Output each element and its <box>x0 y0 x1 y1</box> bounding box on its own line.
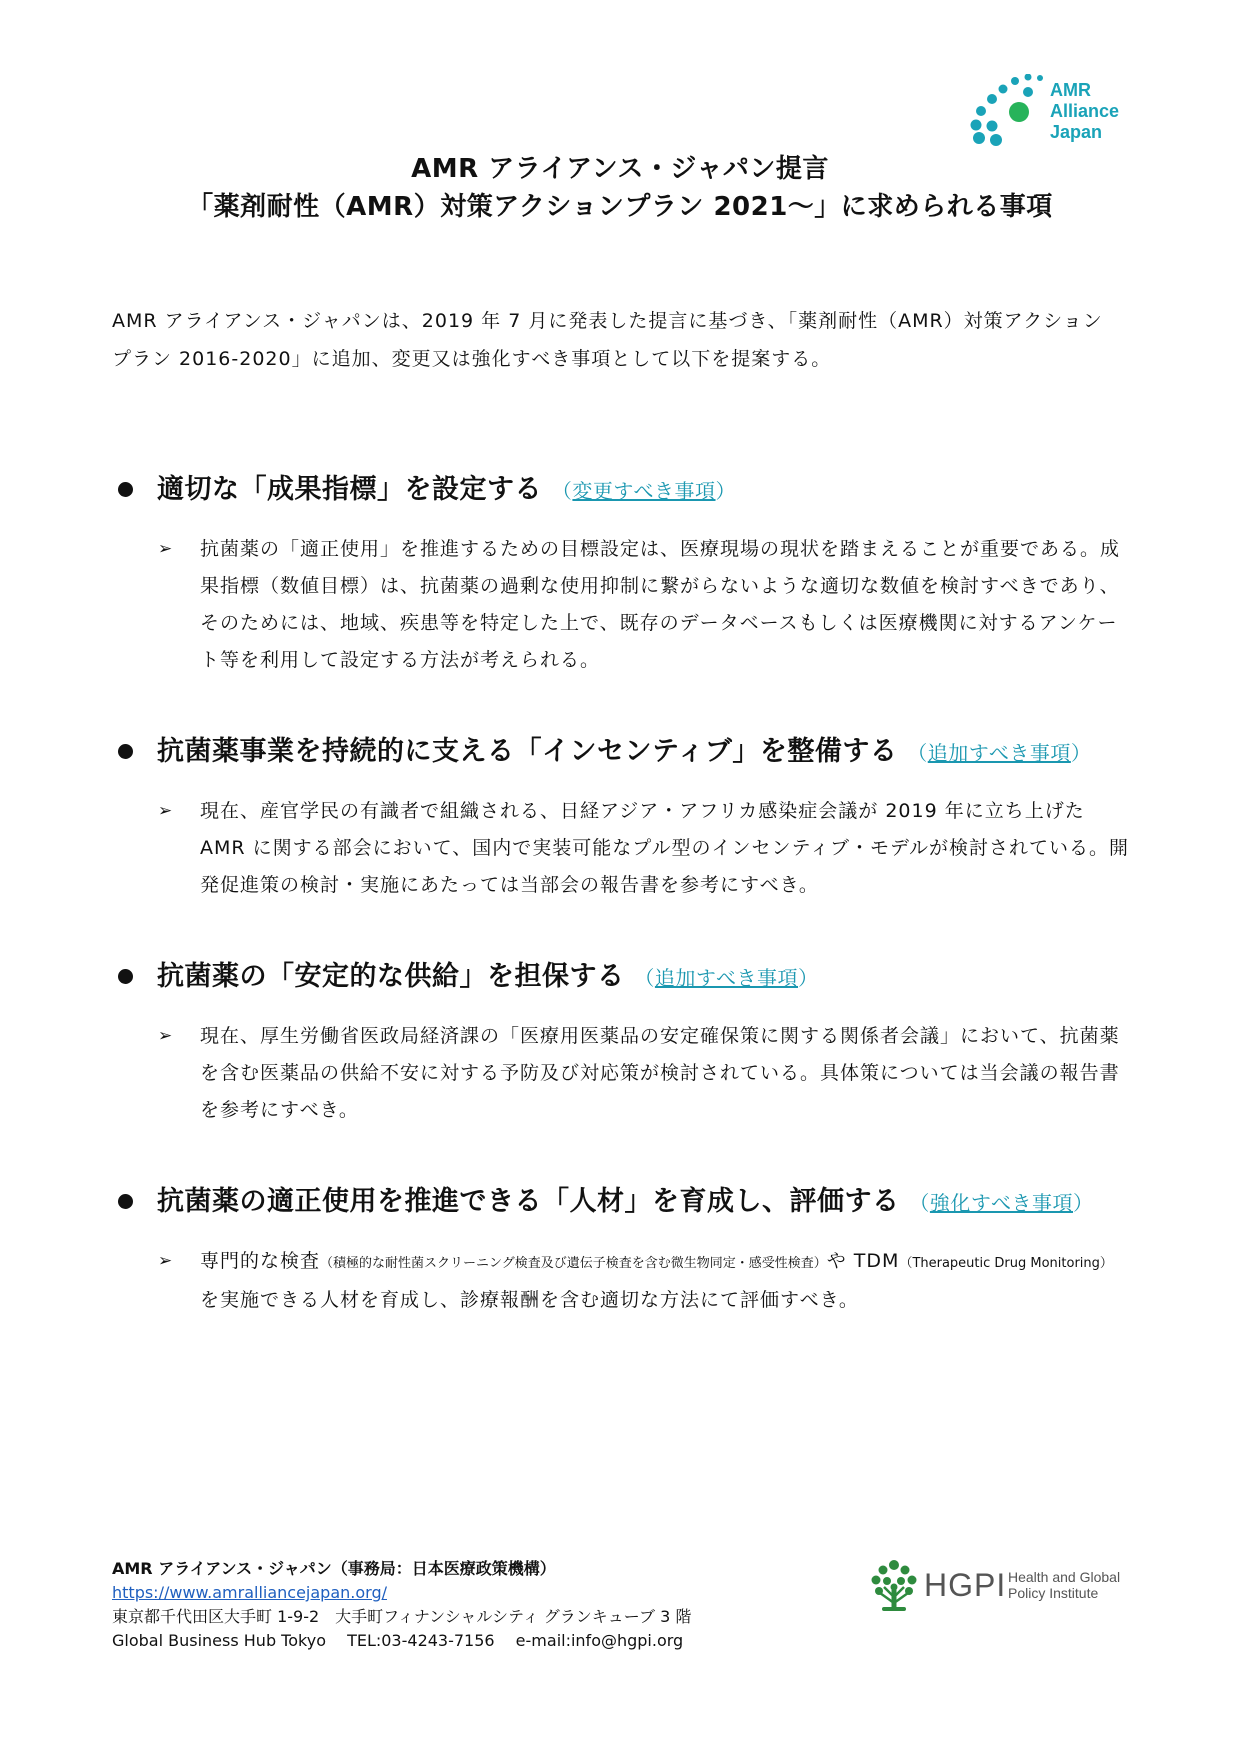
tag-close-paren: ） <box>715 479 737 503</box>
section-body: 抗菌薬の「適正使用」を推進するための目標設定は、医療現場の現状を踏まえることが重要である。成果指標（数値目標）は、抗菌薬の過剰な使用抑制に繋がらないような適切な数値を検討すべきであり、そのためには、地域、疾患等を特定した上で、既存のデータベースもしくは医療機関に対するアンケート等を利用して設定する方法が考えられる。 <box>200 538 1121 671</box>
hgpi-name-line2: Policy Institute <box>1008 1585 1099 1601</box>
section-tag <box>552 479 736 503</box>
bullet-dot-icon <box>118 744 133 759</box>
section-heading <box>112 955 1132 1000</box>
section-stable-supply <box>112 955 1132 1129</box>
footer-address: 東京都千代田区大手町 1-9-2 大手町フィナンシャルシティ グランキューブ 3 階 <box>112 1607 692 1626</box>
section-heading-text: 抗菌薬事業を持続的に支える「インセンティブ」を整備する <box>157 736 898 767</box>
footer <box>112 1557 832 1653</box>
tag-close-paren: ） <box>798 966 819 990</box>
section-item <box>112 1018 1132 1129</box>
hgpi-name-line1: Health and Global <box>1008 1569 1121 1585</box>
section-item <box>112 1243 1132 1319</box>
arrow-bullet-icon: ➢ <box>158 539 174 559</box>
arrow-bullet-icon: ➢ <box>158 1251 174 1271</box>
section-heading <box>112 1180 1132 1225</box>
section-body: 現在、産官学民の有識者で組織される、日経アジア・アフリカ感染症会議が 2019 年に立ち上げた AMR に関する部会において、国内で実装可能なプル型のインセンティブ・モデルが検討されている。開発促進策の検討・実施にあたっては当部会の報告書を参考にすべき。 <box>200 800 1130 896</box>
amr-logo-line1: AMR <box>1050 80 1091 100</box>
tag-open-paren: （ <box>907 741 928 765</box>
amr-logo-line2: Alliance <box>1050 101 1120 121</box>
document-title-line2: 「薬剤耐性（AMR）対策アクションプラン 2021～」に求められる事項 <box>187 192 1053 222</box>
section-body-note: （積極的な耐性菌スクリーニング検査及び遺伝子検査を含む微生物同定・感受性検査） <box>320 1256 827 1271</box>
section-heading <box>112 468 1132 513</box>
section-tag <box>909 1191 1093 1215</box>
section-body-part: 専門的な検査 <box>200 1250 321 1272</box>
bullet-dot-icon <box>118 482 133 497</box>
intro-paragraph: AMR アライアンス・ジャパンは、2019 年 7 月に発表した提言に基づき、「薬剤耐性（AMR）対策アクションプラン 2016-2020」に追加、変更又は強化すべき事項として以下を提案する。 <box>112 310 1103 370</box>
arrow-bullet-icon: ➢ <box>158 801 174 821</box>
section-tag <box>907 741 1091 765</box>
section-tag <box>634 966 818 990</box>
tag-open-paren: （ <box>909 1191 930 1215</box>
tag-open-paren: （ <box>551 479 573 503</box>
hgpi-acronym: HGPI <box>924 1567 1007 1603</box>
tree-icon <box>868 1557 920 1613</box>
section-item <box>112 531 1132 679</box>
arrow-bullet-icon: ➢ <box>158 1026 174 1046</box>
amr-logo-text <box>1050 80 1119 143</box>
section-body-part: や TDM <box>826 1250 900 1272</box>
footer-url-link[interactable]: https://www.amralliancejapan.org/ <box>112 1583 387 1602</box>
section-human-resources <box>112 1180 1132 1319</box>
section-heading-text: 抗菌薬の「安定的な供給」を担保する <box>157 961 625 992</box>
bullet-dot-icon <box>118 969 133 984</box>
amr-dots-icon <box>968 74 1046 146</box>
tag-link[interactable]: 強化すべき事項 <box>929 1191 1074 1215</box>
section-body-part: を実施できる人材を育成し、診療報酬を含む適切な方法にて評価すべき。 <box>200 1289 859 1311</box>
bullet-dot-icon <box>118 1194 133 1209</box>
amr-alliance-logo <box>968 74 1128 146</box>
hgpi-logo <box>868 1557 1148 1613</box>
tag-link[interactable]: 追加すべき事項 <box>654 966 799 990</box>
tag-link[interactable]: 変更すべき事項 <box>572 479 716 503</box>
tag-open-paren: （ <box>634 966 655 990</box>
amr-logo-line3: Japan <box>1050 122 1103 142</box>
tag-close-paren: ） <box>1073 1191 1094 1215</box>
section-incentives <box>112 730 1132 904</box>
hgpi-name <box>1008 1569 1120 1601</box>
tag-link[interactable]: 追加すべき事項 <box>927 741 1071 765</box>
section-heading-text: 抗菌薬の適正使用を推進できる「人材」を育成し、評価する <box>157 1186 900 1217</box>
section-heading-text: 適切な「成果指標」を設定する <box>157 474 542 505</box>
footer-org: AMR アライアンス・ジャパン（事務局：日本医療政策機構） <box>112 1559 556 1578</box>
section-outcome-indicators <box>112 468 1132 679</box>
section-item <box>112 793 1132 904</box>
section-body-note: （Therapeutic Drug Monitoring） <box>899 1256 1113 1271</box>
footer-contact: Global Business Hub Tokyo TEL:03-4243-7156 e-mail:info@hgpi.org <box>112 1631 684 1650</box>
document-title-line1: AMR アライアンス・ジャパン提言 <box>411 154 829 184</box>
tag-close-paren: ） <box>1070 741 1092 765</box>
section-body: 現在、厚生労働省医政局経済課の「医療用医薬品の安定確保策に関する関係者会議」において、抗菌薬を含む医薬品の供給不安に対する予防及び対応策が検討されている。具体策については当会議の報告書を参考にすべき。 <box>200 1025 1120 1121</box>
section-heading <box>112 730 1132 775</box>
